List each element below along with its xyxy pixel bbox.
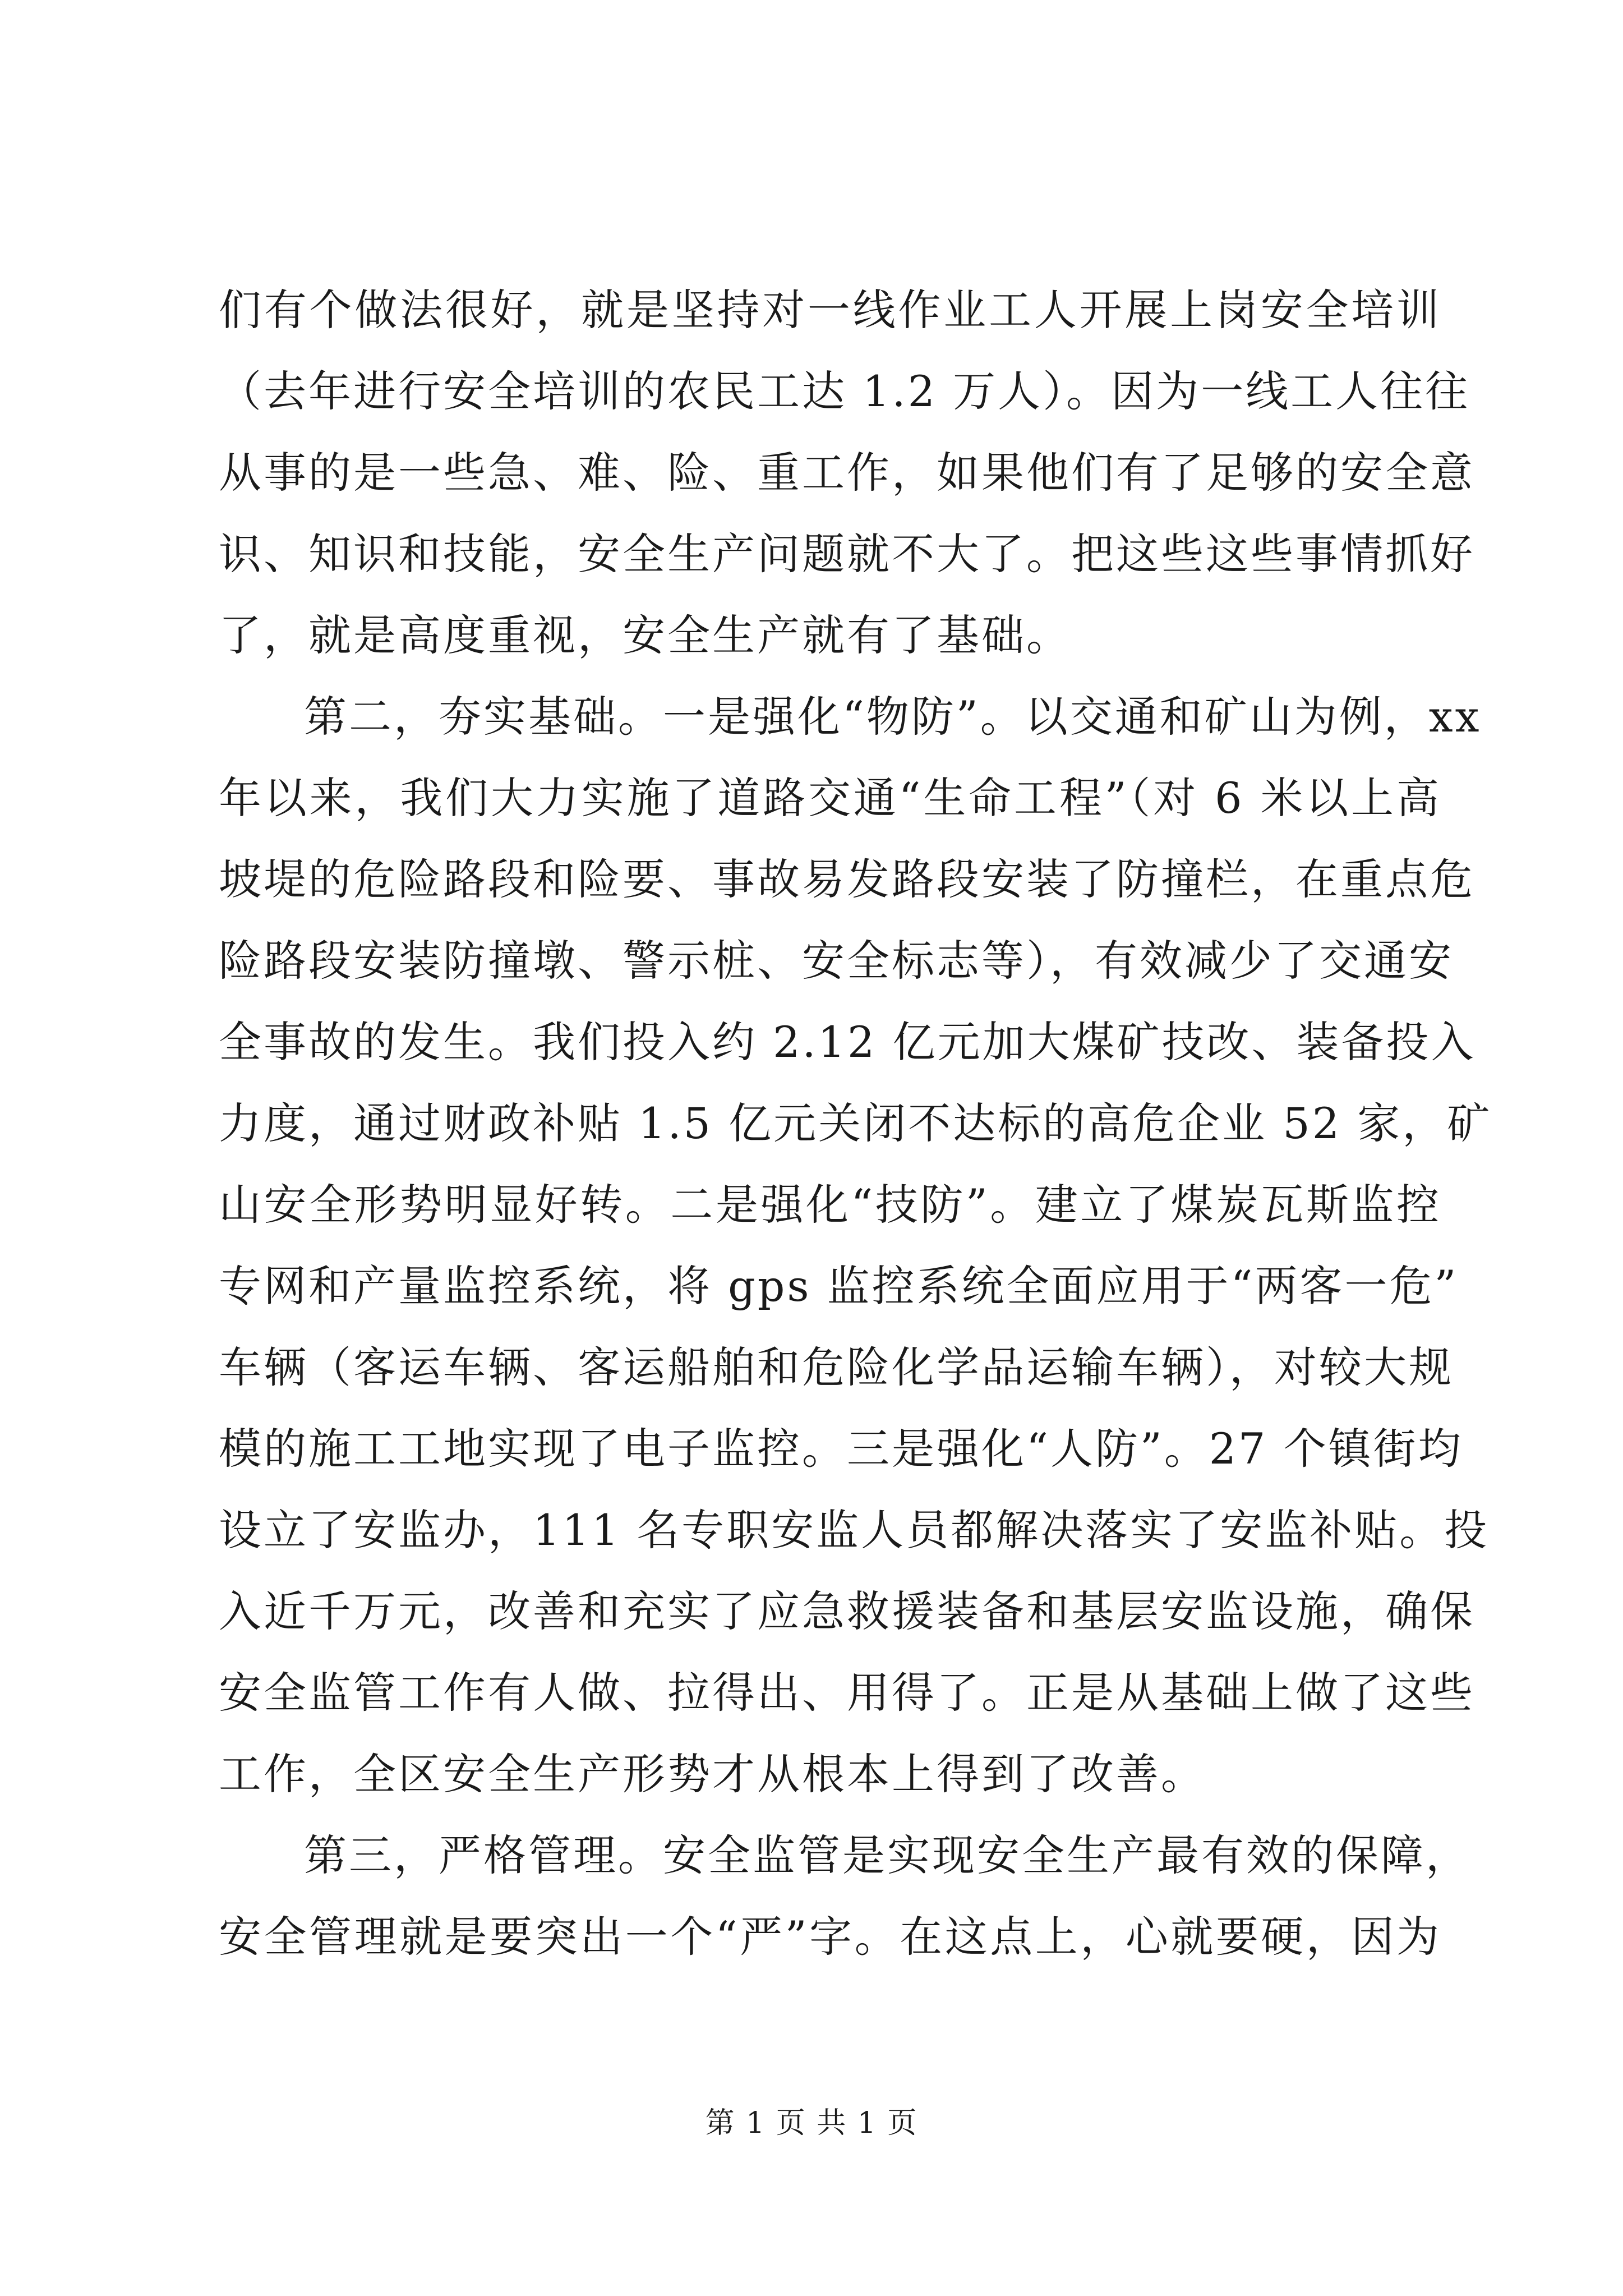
text-line: 坡堤的危险路段和险要、事故易发路段安装了防撞栏，在重点危 bbox=[219, 854, 1475, 904]
text-line: 识、知识和技能，安全生产问题就不大了。把这些这些事情抓好 bbox=[219, 529, 1475, 579]
text-line: 入近千万元，改善和充实了应急救援装备和基层安监设施，确保 bbox=[219, 1586, 1475, 1636]
text-line: （去年进行安全培训的农民工达 1.2 万人）。因为一线工人往往 bbox=[219, 366, 1470, 416]
text-line: 模的施工工地实现了电子监控。三是强化“人防”。27 个镇街均 bbox=[219, 1424, 1463, 1474]
text-line: 了，就是高度重视，安全生产就有了基础。 bbox=[219, 610, 1071, 660]
text-line: 们有个做法很好，就是坚持对一线作业工人开展上岗安全培训 bbox=[219, 285, 1441, 335]
text-line: 从事的是一些急、难、险、重工作，如果他们有了足够的安全意 bbox=[219, 448, 1475, 498]
text-line: 第三，严格管理。安全监管是实现安全生产最有效的保障， bbox=[304, 1830, 1470, 1880]
page-footer: 第 1 页 共 1 页 bbox=[705, 2106, 918, 2140]
text-line: 专网和产量监控系统，将 gps 监控系统全面应用于“两客一危” bbox=[219, 1261, 1459, 1311]
text-line: 安全管理就是要突出一个“严”字。在这点上，心就要硬，因为 bbox=[219, 1912, 1441, 1962]
text-line: 安全监管工作有人做、拉得出、用得了。正是从基础上做了这些 bbox=[219, 1668, 1475, 1718]
text-line: 第二，夯实基础。一是强化“物防”。以交通和矿山为例，xx bbox=[304, 692, 1482, 742]
text-line: 险路段安装防撞墩、警示桩、安全标志等），有效减少了交通安 bbox=[219, 936, 1454, 986]
text-line: 车辆（客运车辆、客运船舶和危险化学品运输车辆），对较大规 bbox=[219, 1342, 1454, 1392]
text-line: 力度，通过财政补贴 1.5 亿元关闭不达标的高危企业 52 家，矿 bbox=[219, 1098, 1492, 1148]
body-text bbox=[219, 269, 1492, 1977]
text-line: 设立了安监办，111 名专职安监人员都解决落实了安监补贴。投 bbox=[219, 1505, 1490, 1555]
text-line: 山安全形势明显好转。二是强化“技防”。建立了煤炭瓦斯监控 bbox=[219, 1180, 1441, 1230]
text-line: 年以来，我们大力实施了道路交通“生命工程”（对 6 米以上高 bbox=[219, 773, 1441, 823]
text-line: 工作，全区安全生产形势才从根本上得到了改善。 bbox=[219, 1749, 1206, 1799]
text-line: 全事故的发生。我们投入约 2.12 亿元加大煤矿技改、装备投入 bbox=[219, 1017, 1476, 1067]
